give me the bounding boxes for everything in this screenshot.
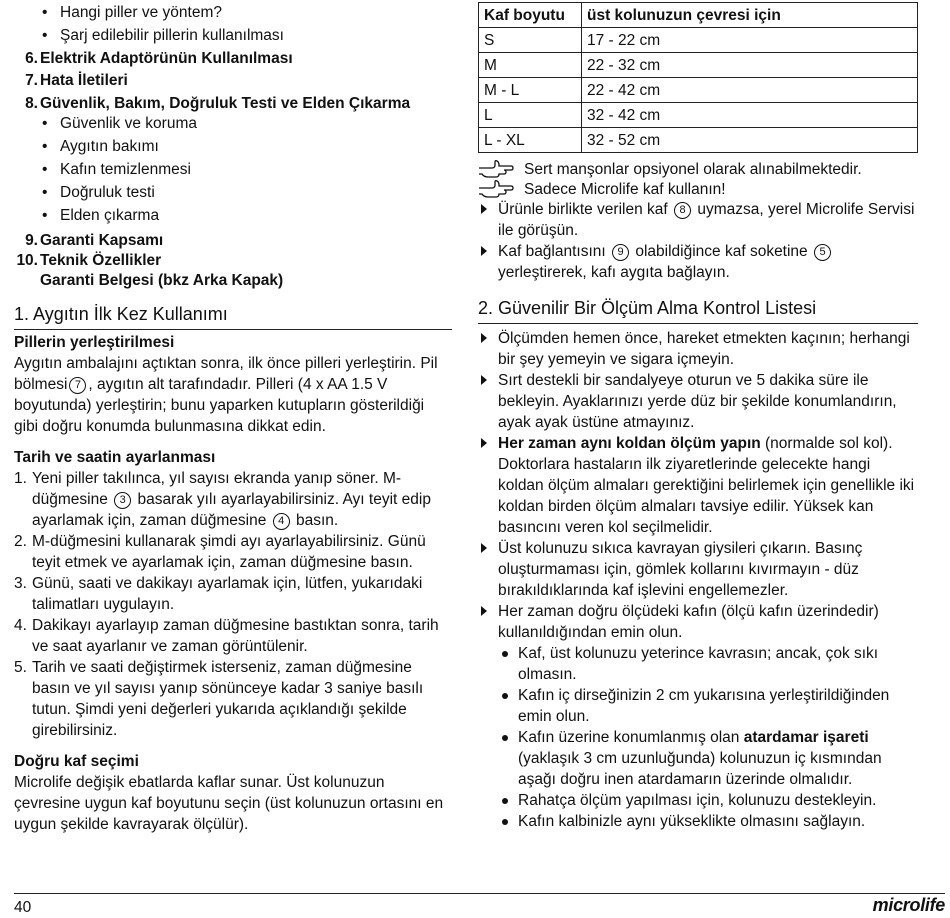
table-row (479, 128, 918, 153)
section-2-title: 2. Güvenilir Bir Ölçüm Alma Kontrol Listesi (478, 293, 918, 324)
cuff-size-table (478, 2, 918, 153)
checklist-item: Ölçümden hemen önce, hareket etmekten kaçının; herhangi bir şey yemeyin ve sigara içmeyin. (478, 328, 918, 370)
left-column (14, 0, 452, 835)
header-arm-circumference: üst kolunuzun çevresi için (582, 3, 918, 28)
cuff-text: Microlife değişik ebatlarda kaflar sunar. Üst kolunuzun çevresine uygun kaf boyutunu seçin (üst kolunuzun ortasını en uygun şekilde kavrayarak ölçülür). (14, 774, 444, 833)
table-row (479, 53, 918, 78)
table-header-row (479, 3, 918, 28)
checklist-item: Her zaman aynı koldan ölçüm yapın (normalde sol kol). Doktorlara hastaların ilk ziyaretlerinde gelecekte hangi koldan ölçüm almaları gerektiğini belirlemek için genellikle iki koldan birden ölçüm almaları tavsiye edilir. Yüksek kan basıncını veren kol seçilmelidir. (478, 433, 918, 538)
toc-item-10-continued[interactable]: Garanti Belgesi (bkz Arka Kapak) (40, 272, 284, 289)
callout-5: 5 (814, 244, 831, 261)
note-optional-cuffs: Sert manşonlar opsiyonel olarak alınabilmektedir. (478, 159, 918, 179)
callout-3: 3 (114, 492, 131, 509)
step-3: 3. Günü, saati ve dakikayı ayarlamak için, lütfen, yukarıdaki talimatları uygulayın. (14, 575, 423, 613)
toc-item-10[interactable]: 10. Teknik Özellikler (16, 252, 162, 269)
callout-8: 8 (674, 202, 691, 219)
cell-range: 22 - 32 cm (582, 53, 918, 78)
cell-size: M - L (479, 78, 582, 103)
toc-item-6[interactable]: 6. Elektrik Adaptörünün Kullanılması (25, 50, 293, 67)
toc-subitem[interactable]: • Doğruluk testi (14, 182, 452, 205)
cell-size: L (479, 103, 582, 128)
note-microlife-only: Sadece Microlife kaf kullanın! (478, 179, 918, 199)
step-2: 2. M-düğmesini kullanarak şimdi ayı ayarlayabilirsiniz. Günü teyit etmek ve ayarlamak için, zaman düğmesine basın. (14, 533, 426, 571)
step-1: 1. Yeni piller takılınca, yıl sayısı ekranda yanıp söner. M-düğmesine 3 basarak yılı ayarlayabilirsiniz. Ayı teyit edip ayarlamak için, zaman düğmesine 4 basın. (14, 470, 431, 529)
step-5: 5. Tarih ve saati değiştirmek isterseniz, zaman düğmesine basın ve yıl sayısı yanıp sönünceye kadar 3 saniye basılı tutun. Şimdi yeni değerleri yukarıda açıklandığı şekilde girebilirsiniz. (14, 659, 424, 739)
section-1-title: 1. Aygıtın İlk Kez Kullanımı (14, 299, 452, 330)
toc-subitem[interactable]: • Aygıtın bakımı (14, 136, 452, 159)
microlife-logo: microlife (872, 895, 945, 915)
callout-9: 9 (612, 244, 629, 261)
toc-item-9[interactable]: 9. Garanti Kapsamı (25, 232, 164, 249)
header-cuff-size: Kaf boyutu (479, 3, 582, 28)
checklist-subitem: Kafın üzerine konumlanmış olan atardamar işareti (yaklaşık 3 cm uzunluğunda) kolunuzun iç kısmından aşağı doğru inen atardamarın üzerinde olmalıdır. (478, 727, 918, 790)
checklist-subitem: Kaf, üst kolunuzu yeterince kavrasın; ancak, çok sıkı olmasın. (478, 643, 918, 685)
cuff-heading: Doğru kaf seçimi (14, 753, 139, 770)
date-time-heading: Tarih ve saatin ayarlanması (14, 449, 216, 466)
right-column (478, 0, 918, 832)
page-footer (14, 893, 945, 918)
cell-range: 17 - 22 cm (582, 28, 918, 53)
cuff-connection-note: Kaf bağlantısını 9 olabildiğince kaf soketine 5 yerleştirerek, kafı aygıta bağlayın. (478, 241, 918, 283)
cell-range: 32 - 42 cm (582, 103, 918, 128)
pointing-hand-icon (478, 177, 514, 199)
checklist-item: Her zaman doğru ölçüdeki kafın (ölçü kafın üzerindedir) kullanıldığından emin olun. (478, 601, 918, 643)
pointing-hand-icon (478, 157, 514, 179)
checklist-item: Üst kolunuzu sıkıca kavrayan giysileri çıkarın. Basınç oluşturmaması için, gömlek kollarını kıvırmayın - düz bırakıldıklarında kaf işlevini engellemezler. (478, 538, 918, 601)
toc-item-8[interactable]: 8. Güvenlik, Bakım, Doğruluk Testi ve Elden Çıkarma (25, 95, 411, 112)
callout-7: 7 (69, 377, 86, 394)
page-number: 40 (14, 899, 32, 916)
checklist-subitem: Kafın iç dirseğinizin 2 cm yukarısına yerleştirildiğinden emin olun. (478, 685, 918, 727)
step-4: 4. Dakikayı ayarlayıp zaman düğmesine bastıktan sonra, tarih ve saat ayarlanır ve zaman görüntülenir. (14, 617, 439, 655)
toc-subitem[interactable]: • Hangi piller ve yöntem? (14, 2, 452, 25)
table-row (479, 28, 918, 53)
cell-range: 22 - 42 cm (582, 78, 918, 103)
batteries-heading: Pillerin yerleştirilmesi (14, 334, 175, 351)
toc-subitem[interactable]: • Şarj edilebilir pillerin kullanılması (14, 25, 452, 48)
cell-range: 32 - 52 cm (582, 128, 918, 153)
table-row (479, 103, 918, 128)
checklist-subitem: Kafın kalbinizle aynı yükseklikte olmasını sağlayın. (478, 811, 918, 832)
batteries-text: Aygıtın ambalajını açtıktan sonra, ilk önce pilleri yerleştirin. Pil bölmesi 7 , aygıtın alt tarafındadır. Pilleri (4 x AA 1.5 V boyutunda) yerleştirin; bunu yaparken kutupların gösterildiği gibi doğru konumda bulunmasına dikkat edin. (14, 355, 438, 435)
cell-size: M (479, 53, 582, 78)
toc-subitem[interactable]: • Elden çıkarma (14, 205, 452, 228)
toc-item-7[interactable]: 7. Hata İletileri (25, 72, 128, 89)
toc-subitem[interactable]: • Kafın temizlenmesi (14, 159, 452, 182)
toc-subitem[interactable]: • Güvenlik ve koruma (14, 113, 452, 136)
callout-4: 4 (273, 513, 290, 530)
cell-size: S (479, 28, 582, 53)
checklist-item: Sırt destekli bir sandalyeye oturun ve 5 dakika süre ile bekleyin. Ayaklarınızı yerde düz bir şekilde konumlandırın, ayak ayak üstüne atmayınız. (478, 370, 918, 433)
table-row (479, 78, 918, 103)
cuff-service-note: Ürünle birlikte verilen kaf 8 uymazsa, yerel Microlife Servisi ile görüşün. (478, 199, 918, 241)
cell-size: L - XL (479, 128, 582, 153)
checklist-subitem: Rahatça ölçüm yapılması için, kolunuzu destekleyin. (478, 790, 918, 811)
